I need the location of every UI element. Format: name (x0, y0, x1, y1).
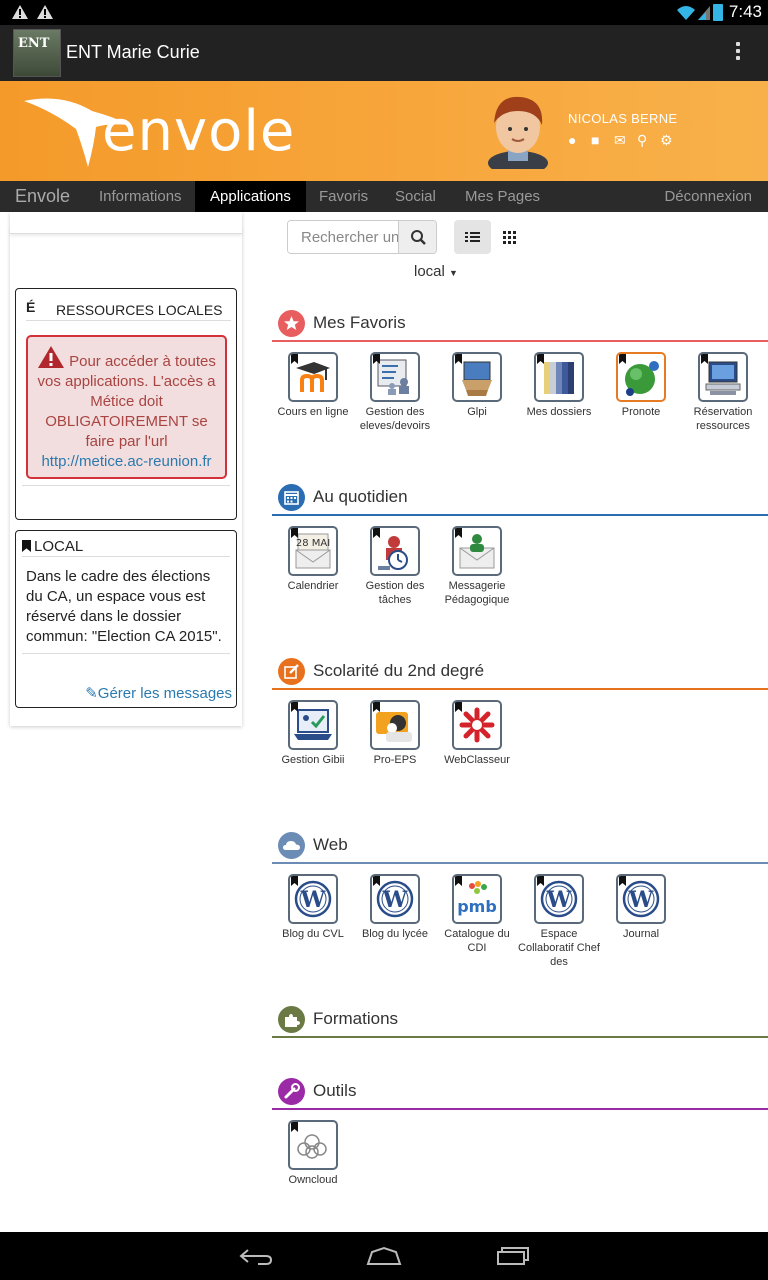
app-mes-dossiers[interactable] (518, 352, 600, 419)
section-title: Formations (313, 1009, 399, 1028)
app-label: Espace Collaboratif Chef des (518, 928, 600, 968)
calendar-icon (278, 484, 305, 511)
svg-text:W: W (382, 887, 408, 913)
user-name[interactable]: NICOLAS BERNE (568, 111, 678, 126)
section-title: Au quotidien (313, 487, 408, 506)
warning-icon (11, 4, 29, 20)
header-banner (0, 81, 768, 181)
system-nav-bar (0, 1232, 768, 1280)
panel-divider (22, 485, 230, 486)
app-blog-cvl[interactable] (272, 874, 354, 941)
app-label: Pronote (621, 406, 661, 418)
gear-icon[interactable]: ⚙ (660, 132, 673, 148)
search-input[interactable] (288, 221, 400, 253)
app-owncloud[interactable] (272, 1120, 354, 1187)
home-icon[interactable] (366, 1246, 402, 1266)
list-icon (454, 220, 491, 254)
app-catalogue-cdi[interactable] (436, 874, 518, 955)
panel-divider (22, 653, 230, 654)
message-text: Dans le cadre des élections du CA, un espace vous est réservé dans le dossier commun: "Election CA 2015". (26, 568, 222, 645)
nav-brand[interactable]: Envole (15, 186, 71, 206)
wifi-signal-icon (676, 4, 712, 21)
user-toolbar (568, 133, 674, 147)
app-pronote[interactable] (600, 352, 682, 419)
app-glpi[interactable] (436, 352, 518, 419)
tab-applications[interactable]: Applications (195, 181, 306, 212)
star-icon (278, 310, 305, 337)
app-label: Gestion des tâches (365, 580, 425, 606)
folder-icon[interactable]: ■ (591, 132, 600, 148)
battery-icon (713, 4, 723, 21)
edit-icon: ✎ (85, 685, 98, 702)
clock: 7:43 (728, 2, 762, 21)
filter-label: local (414, 263, 445, 280)
app-label: Réservation ressources (693, 406, 753, 432)
sidebar-divider (10, 226, 242, 234)
app-label: Blog du CVL (282, 928, 344, 940)
resources-icon: É (26, 299, 36, 315)
app-label: Gestion des eleves/devoirs (359, 406, 431, 432)
logout-link[interactable]: Déconnexion (664, 188, 752, 205)
app-label: Cours en ligne (277, 406, 349, 418)
app-webclasseur[interactable] (436, 700, 518, 767)
app-label: Mes dossiers (526, 406, 592, 418)
app-journal[interactable] (600, 874, 682, 941)
svg-text:W: W (546, 887, 572, 913)
user-icon[interactable]: ● (568, 132, 577, 148)
app-label: Pro-EPS (373, 754, 417, 766)
app-gestion-eleves[interactable] (354, 352, 436, 433)
app-label: Glpi (467, 406, 487, 418)
avatar[interactable] (486, 93, 550, 169)
envole-logo-text: envole (102, 99, 296, 164)
app-cours-en-ligne[interactable] (272, 352, 354, 419)
bookmark-icon (22, 540, 31, 552)
app-label: Catalogue du CDI (444, 928, 510, 954)
section-divider (272, 1108, 768, 1110)
panel-header (26, 299, 231, 321)
app-label: Blog du lycée (361, 928, 429, 940)
sidebar (10, 212, 242, 726)
tab-social[interactable]: Social (395, 188, 436, 205)
back-icon[interactable] (238, 1246, 274, 1266)
section-divider (272, 688, 768, 690)
section-title: Outils (313, 1081, 357, 1100)
alert-text: Pour accéder à toutes vos applications. L'accès a Métice doit OBLIGATOIREMENT se faire par l'url (37, 353, 216, 450)
mail-icon[interactable]: ✉ (614, 132, 626, 148)
app-label: Calendrier (287, 580, 339, 592)
panel-header (22, 537, 230, 557)
manage-messages-label: Gérer les messages (97, 685, 232, 702)
app-title: ENT Marie Curie (66, 42, 200, 62)
grid-view-button[interactable] (491, 220, 528, 254)
section-title: Web (313, 835, 348, 854)
panel-title: LOCAL (34, 538, 84, 555)
metice-link[interactable]: http://metice.ac-reunion.fr (41, 453, 212, 470)
alert-box (26, 335, 227, 479)
section-title: Mes Favoris (313, 313, 406, 332)
panel-title: RESSOURCES LOCALES (56, 302, 223, 318)
section-divider (272, 340, 768, 342)
svg-text:W: W (300, 887, 326, 913)
warning-icon (36, 4, 54, 20)
section-divider (272, 862, 768, 864)
section-divider (272, 514, 768, 516)
status-bar (0, 0, 768, 25)
search-box (287, 220, 437, 254)
app-messagerie-pedagogique[interactable] (436, 526, 518, 607)
wrench-icon (278, 1078, 305, 1105)
tab-mes-pages[interactable]: Mes Pages (465, 188, 541, 205)
app-label: Owncloud (288, 1174, 338, 1186)
local-resources-panel (15, 288, 237, 520)
tab-informations[interactable]: Informations (99, 188, 182, 205)
app-blog-lycee[interactable] (354, 874, 436, 941)
search-button[interactable] (398, 221, 436, 253)
app-icon[interactable] (13, 29, 61, 77)
search-icon (399, 221, 437, 253)
caret-down-icon: ▼ (449, 268, 458, 278)
edit-icon (278, 658, 305, 685)
puzzle-icon (278, 1006, 305, 1033)
svg-text:28 MAI: 28 MAI (295, 538, 331, 549)
app-espace-collaboratif[interactable] (518, 874, 600, 969)
warning-icon (37, 345, 65, 369)
action-bar (0, 25, 768, 81)
top-navbar (0, 181, 768, 212)
app-label: Messagerie Pédagogique (444, 580, 510, 606)
recent-apps-icon[interactable] (494, 1246, 530, 1266)
app-gestion-gibii[interactable] (272, 700, 354, 767)
app-label: WebClasseur (444, 754, 510, 766)
overflow-menu-icon[interactable] (736, 42, 742, 64)
app-label: Gestion Gibii (281, 754, 345, 766)
app-label: Journal (622, 928, 660, 940)
section-divider (272, 1036, 768, 1038)
app-gestion-taches[interactable] (354, 526, 436, 607)
manage-messages-link[interactable] (85, 684, 232, 702)
app-reservation-ressources[interactable] (682, 352, 764, 433)
app-icon-text: ENT (18, 36, 50, 51)
app-calendrier[interactable] (272, 526, 354, 593)
cloud-icon (278, 832, 305, 859)
local-messages-panel (15, 530, 237, 708)
tab-favoris[interactable]: Favoris (319, 188, 369, 205)
list-view-button[interactable] (454, 220, 491, 254)
section-title: Scolarité du 2nd degré (313, 661, 485, 680)
search-icon[interactable]: ⚲ (637, 132, 648, 148)
filter-dropdown[interactable] (414, 263, 458, 280)
svg-text:pmb: pmb (457, 897, 497, 916)
grid-icon (491, 220, 528, 254)
app-pro-eps[interactable] (354, 700, 436, 767)
svg-text:W: W (628, 887, 654, 913)
